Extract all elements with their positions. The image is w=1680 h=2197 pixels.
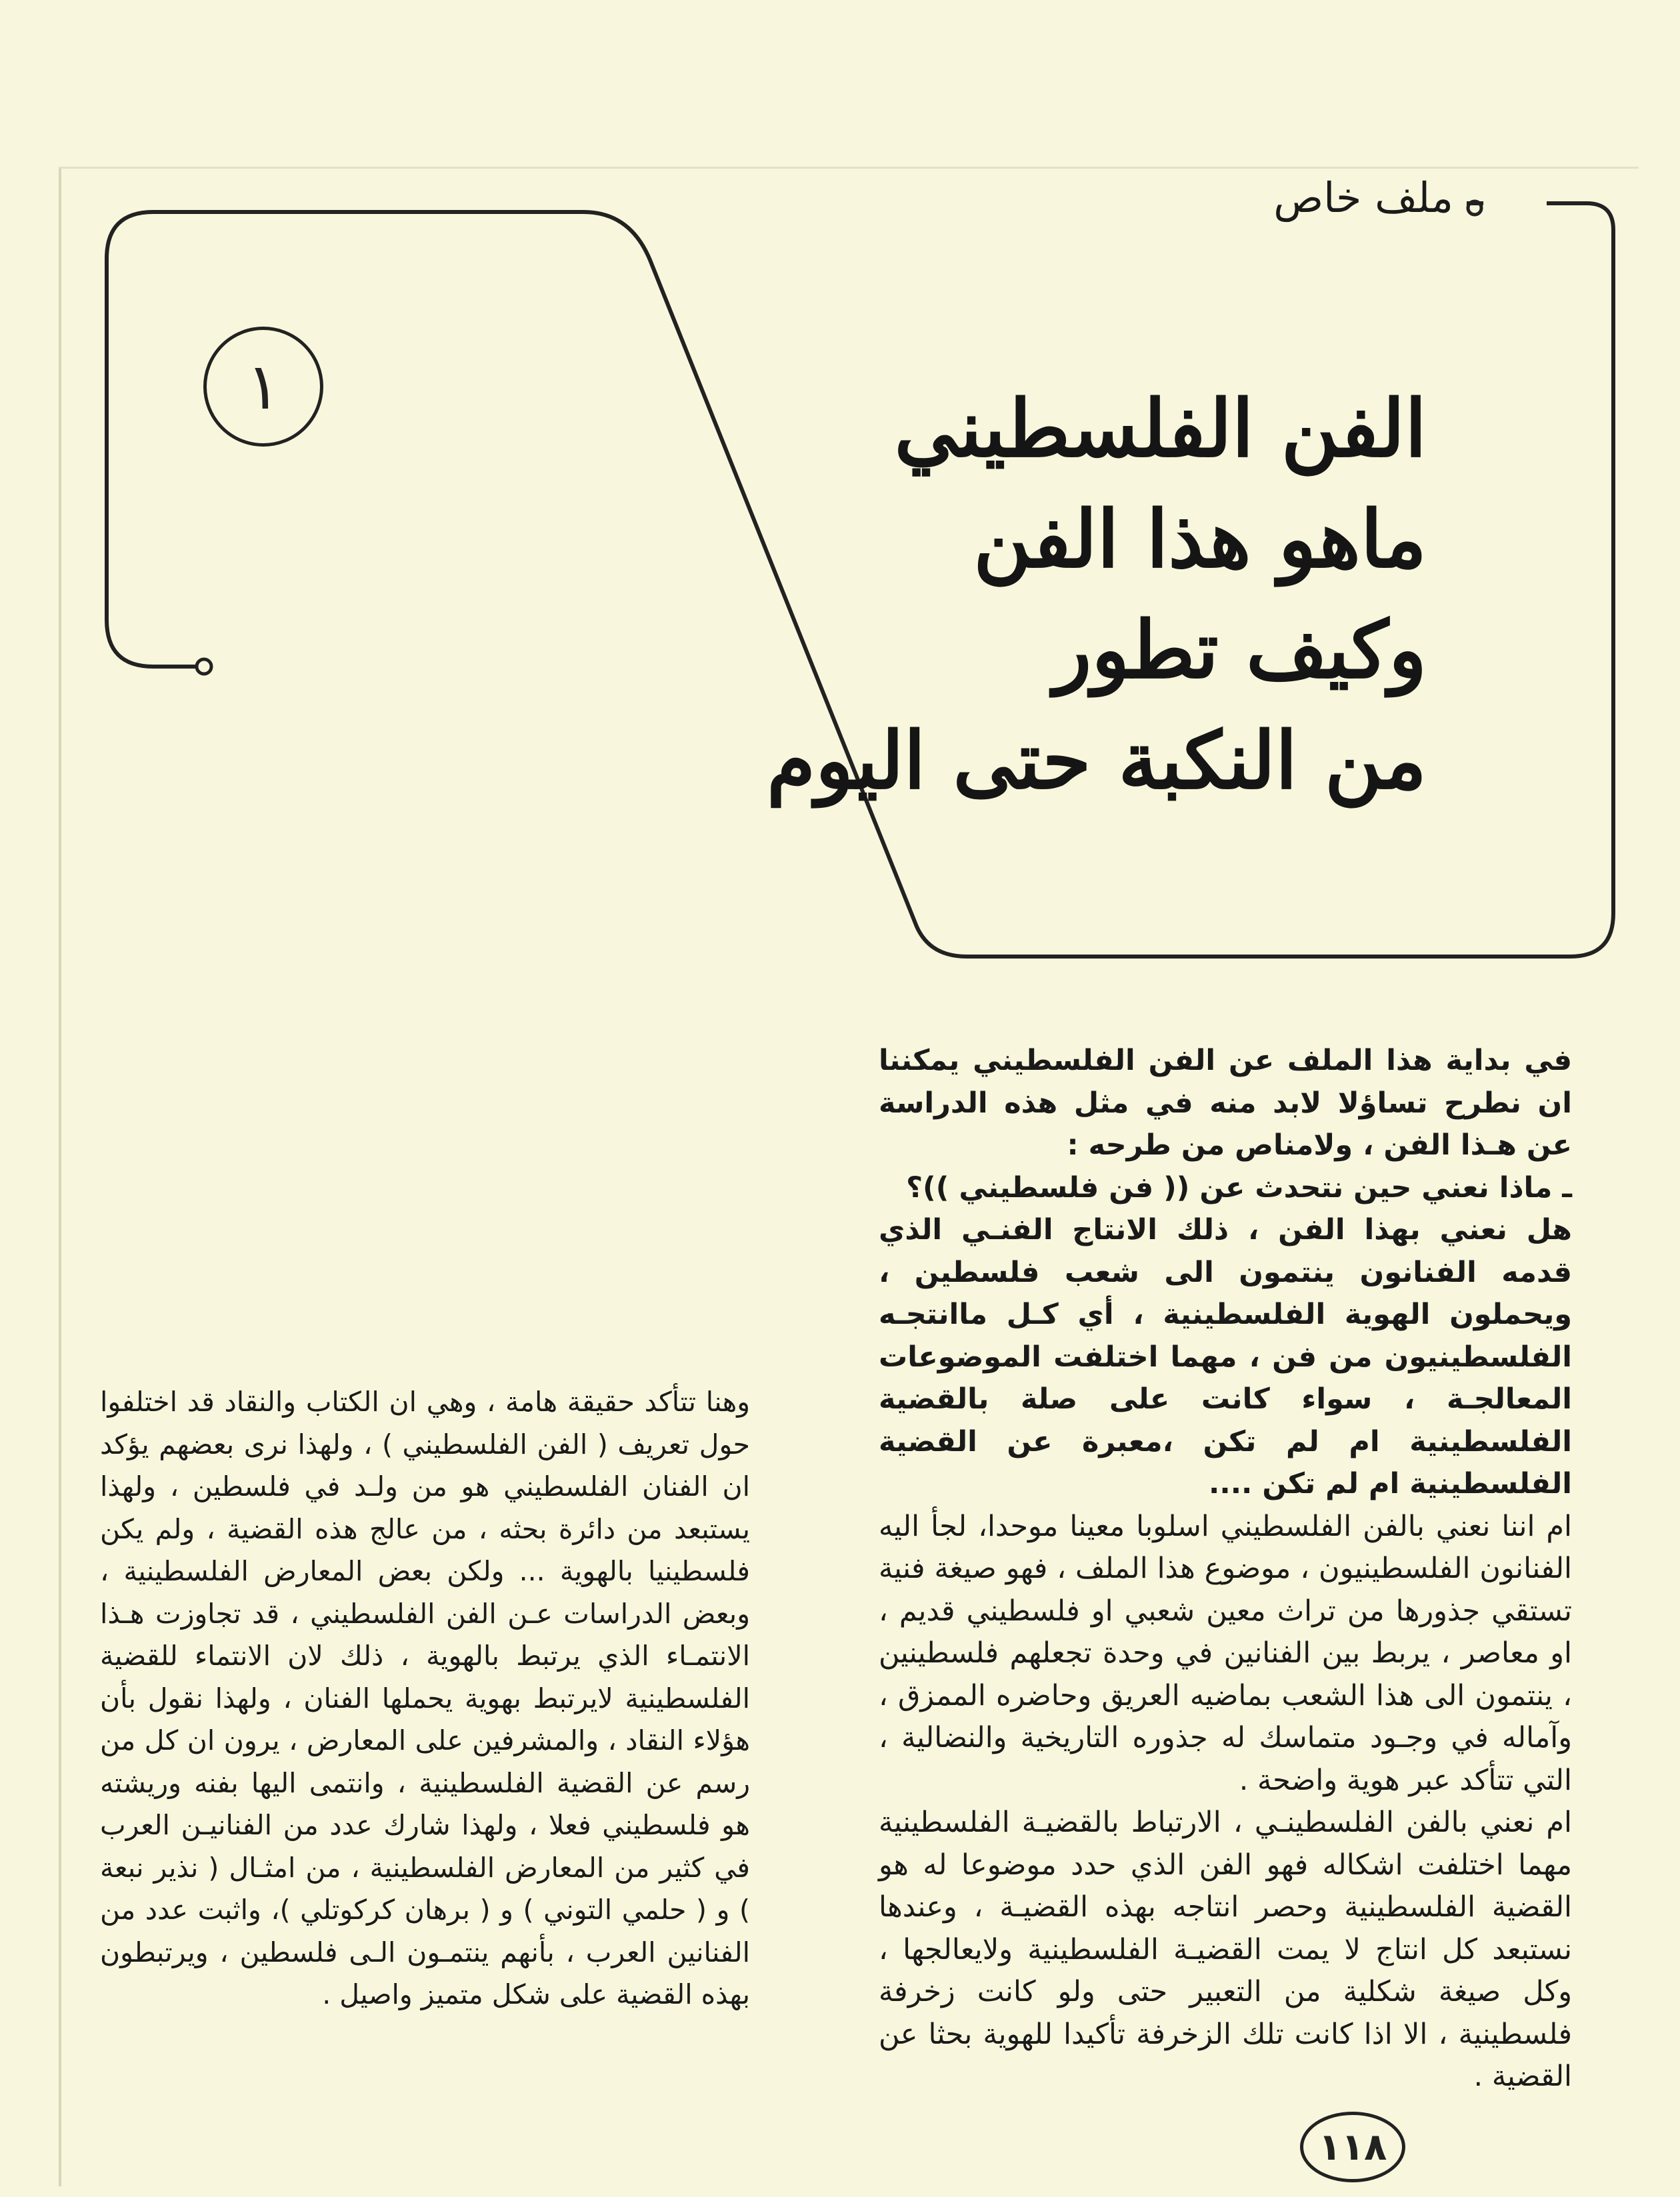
right-column	[879, 1040, 1572, 2098]
issue-number-badge: ١	[203, 327, 323, 447]
title-line: الفن الفلسطيني	[894, 382, 1427, 475]
intro-paragraph: في بداية هذا الملف عن الفن الفلسطيني يمكننا ان نطرح تساؤلا لابد منه في مثل هذه الدراسة عن هـذا الفن ، ولامناص من طرحه :	[879, 1044, 1572, 1162]
title-line: ماهو هذا الفن	[973, 493, 1427, 585]
left-column	[100, 1381, 750, 2016]
question-paragraph: ـ ماذا نعني حين نتحدث عن (( فن فلسطيني ))؟	[906, 1170, 1572, 1204]
article-title	[760, 373, 1427, 816]
body-paragraph: ام اننا نعني بالفن الفلسطيني اسلوبا معينا موحدا، لجأ اليه الفنانون الفلسطينيون ، موضوع هذا الملف ، فهو صيغة فنية تستقي جذورها من تراث معين شعبي او فلسطيني قديم ، او معاصر ، يربط بين الفنانين في وحدة تجعلهم فلسطينين ، ينتمون الى هذا الشعب بماضيه العريق وحاضره الممزق ، وآماله في وجـود متماسك له جذوره التاريخية والنضالية ، التي تتأكد عبر هوية واضحة .	[879, 1509, 1572, 1797]
title-line: وكيف تطور	[1053, 603, 1427, 696]
frame-terminal-bottom	[197, 659, 211, 674]
title-line: من النكبة حتى اليوم	[767, 714, 1427, 807]
body-paragraph: وهنا تتأكد حقيقة هامة ، وهي ان الكتاب والنقاد قد اختلفوا حول تعريف ( الفن الفلسطيني ) ، ولهذا نرى بعضهم يؤكد ان الفنان الفلسطيني هو من ولـد في فلسطين ، ولهذا يستبعد من دائرة بحثه ، من عالج هذه القضية ، ولم يكن فلسطينيا بالهوية ... ولكن بعض المعارض الفلسطينية ، وبعض الدراسات عـن الفن الفلسطيني ، قد تجاوزت هـذا الانتمـاء الذي يرتبط بالهوية ، ذلك لان الانتماء للقضية الفلسطينية لايرتبط بهوية يحملها الفنان ، ولهذا نقول بأن هؤلاء النقاد ، والمشرفين على المعارض ، يرون ان كل من رسم عن القضية الفلسطينية ، وانتمى اليها بفنه وريشته هو فلسطيني فعلا ، ولهذا شارك عدد من الفنانيـن العرب في كثير من المعارض الفلسطينية ، من امثـال ( نذير نبعة ) و ( حلمي التوني ) و ( برهان كركوتلي )، واثبت عدد من الفنانين العرب ، بأنهم ينتمـون الـى فلسطين ، ويرتبطون بهذه القضية على شكل متميز واصيل .	[100, 1386, 750, 2010]
section-label: ملف خاص	[1273, 173, 1453, 222]
answer-paragraph: هل نعني بهذا الفن ، ذلك الانتاج الفنـي الذي قدمه الفنانون ينتمون الى شعب فلسطين ، ويحملون الهوية الفلسطينية ، أي كـل ماانتجـه الفلسطينيون من فن ، مهما اختلفت الموضوعات المعالجـة ، سواء كانت على صلة بالقضية الفلسطينية ام لم تكن ،معبرة عن القضية الفلسطينية ام لم تكن ....	[879, 1213, 1572, 1500]
body-paragraph: ام نعني بالفن الفلسطينـي ، الارتباط بالقضيـة الفلسطينية مهما اختلفت اشكاله فهو الفن الذي حدد موضوعا له هو القضية الفلسطينية وحصر انتاجه بهذه القضيـة ، وعندها نستبعد كل انتاج لا يمت القضيـة الفلسطينية ولايعالجها ، وكل صيغة شكلية من التعبير حتى ولو كانت زخرفة فلسطينية ، الا اذا كانت تلك الزخرفة تأكيدا للهوية بحثا عن القضية .	[879, 1806, 1572, 2093]
page-number: ١١٨	[1300, 2112, 1405, 2182]
